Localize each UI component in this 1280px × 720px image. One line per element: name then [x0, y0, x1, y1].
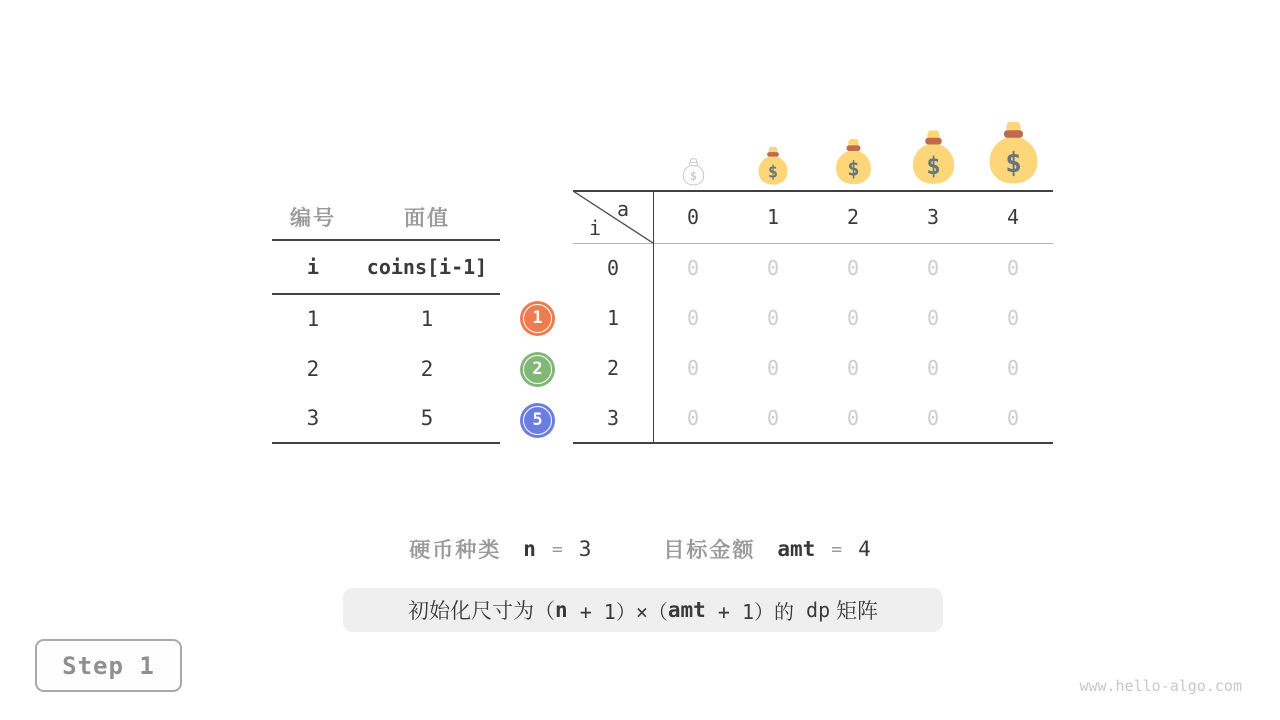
caption-box	[343, 588, 943, 632]
coin-icon-label: 1	[532, 308, 543, 328]
matrix-row-header: 1	[606, 306, 620, 330]
coin-icon-label: 5	[532, 410, 543, 430]
matrix-row-header: 3	[606, 406, 620, 430]
matrix-col-header: 2	[846, 204, 860, 229]
corner-row-var: i	[589, 216, 602, 240]
matrix-col-headers	[653, 190, 1053, 243]
coin-table-cell: 5	[420, 406, 434, 431]
matrix-col-header: 1	[766, 204, 780, 229]
caption-text: + 1）的	[705, 599, 807, 624]
coin-table-index-coins: coins[i-1]	[366, 255, 488, 279]
corner-col-var: a	[617, 197, 630, 221]
money-bag-icon-2	[832, 138, 875, 186]
n-var: n	[523, 537, 536, 561]
matrix-row-header: 0	[606, 256, 620, 280]
dp-cell: 0	[766, 406, 780, 430]
coin-table-body	[272, 294, 500, 443]
matrix-cells	[653, 243, 1053, 443]
corner-diagonal-line	[573, 191, 653, 243]
matrix-row-headers	[573, 243, 653, 443]
params-line	[0, 533, 1280, 565]
money-bag-icon-1	[755, 146, 791, 186]
target-amount-label: 目标金额	[663, 539, 756, 562]
watermark: www.hello-algo.com	[1079, 677, 1242, 695]
dp-cell: 0	[846, 306, 860, 330]
dp-cell: 0	[926, 406, 940, 430]
coin-table-cell: 1	[306, 306, 320, 331]
coin-table-cell: 2	[420, 356, 434, 381]
caption-text: + 1）×（	[567, 599, 668, 624]
coin-table-header-value: 面值	[404, 206, 450, 230]
coin-table-cell: 3	[306, 406, 320, 431]
step-button[interactable]: Step 1	[35, 639, 182, 692]
coin-icon-label: 2	[532, 359, 543, 379]
dp-cell: 0	[1006, 256, 1020, 280]
n-value: 3	[578, 537, 592, 561]
caption-text: 初始化尺寸为（	[408, 600, 556, 623]
coin-table-index-row	[272, 241, 500, 293]
dp-cell: 0	[766, 256, 780, 280]
coin-table-cell: 2	[306, 356, 320, 381]
dp-cell: 0	[686, 406, 700, 430]
coin-table-cell: 1	[420, 306, 434, 331]
caption-text: 矩阵	[830, 600, 878, 623]
coin-icon-5	[520, 403, 555, 438]
dp-cell: 0	[846, 406, 860, 430]
matrix-row-header: 2	[606, 356, 620, 380]
money-bags-row	[653, 114, 1053, 186]
coin-table-header-row	[272, 194, 500, 239]
equals-sign: =	[831, 538, 843, 560]
matrix-col-header: 3	[926, 204, 940, 229]
coin-table-header-no: 编号	[290, 206, 336, 230]
dp-cell: 0	[846, 356, 860, 380]
dp-cell: 0	[846, 256, 860, 280]
dp-cell: 0	[766, 306, 780, 330]
matrix-col-header: 4	[1006, 204, 1020, 229]
equals-sign: =	[551, 538, 563, 560]
money-bag-icon-empty	[681, 158, 706, 186]
dp-cell: 0	[686, 306, 700, 330]
coin-types-label: 硬币种类	[409, 539, 502, 562]
dp-cell: 0	[926, 306, 940, 330]
coin-icon-2	[520, 352, 555, 387]
dp-cell: 0	[1006, 406, 1020, 430]
dp-cell: 0	[686, 356, 700, 380]
money-bag-icon-3	[908, 129, 959, 186]
dp-cell: 0	[766, 356, 780, 380]
matrix-col-header: 0	[686, 204, 700, 229]
dp-cell: 0	[1006, 356, 1020, 380]
dp-cell: 0	[1006, 306, 1020, 330]
caption-n-var: n	[555, 598, 568, 622]
amt-var: amt	[777, 537, 816, 561]
money-bag-icon-4	[984, 120, 1043, 186]
amt-value: 4	[858, 537, 871, 561]
caption-dp-var: dp	[806, 598, 831, 622]
dp-cell: 0	[686, 256, 700, 280]
dp-cell: 0	[926, 356, 940, 380]
dp-cell: 0	[926, 256, 940, 280]
coin-table-rule-bottom	[272, 442, 500, 444]
caption-amt-var: amt	[667, 598, 706, 622]
coin-icon-1	[520, 301, 555, 336]
coin-table-index-i: i	[306, 255, 320, 279]
